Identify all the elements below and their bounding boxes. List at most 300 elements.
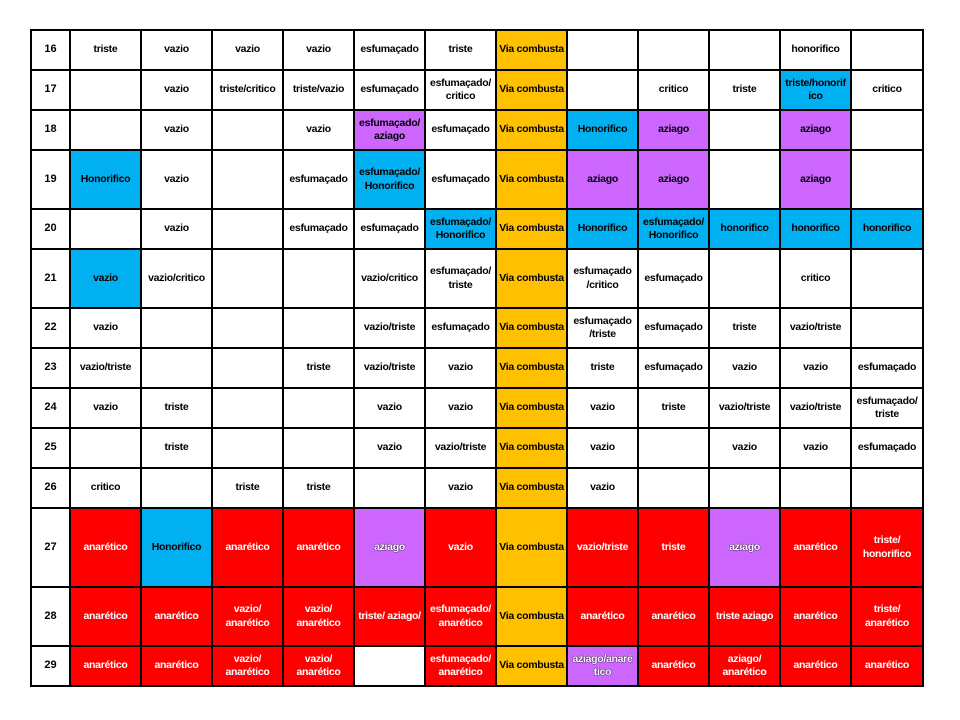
cell-label: honorifico (791, 222, 840, 235)
table-cell (567, 646, 638, 686)
cell-label: vazio/triste (363, 361, 416, 374)
table-cell (212, 508, 283, 587)
table-cell (851, 308, 923, 348)
cell-label: vazio/triste (363, 321, 416, 334)
row-day-number: 19 (31, 150, 70, 209)
cell-label: esfumaçado (431, 321, 490, 334)
table-cell (141, 388, 212, 428)
table-cell (851, 508, 923, 587)
cell-label: vazio/triste (789, 401, 842, 414)
cell-label: vazio (306, 43, 331, 56)
table-cell (425, 308, 496, 348)
cell-label: aziago (800, 123, 831, 136)
cell-label: vazio/triste (434, 441, 487, 454)
table-cell (496, 348, 567, 388)
table-row (31, 110, 923, 150)
table-cell (141, 646, 212, 686)
cell-label: esfumaçado/ triste (856, 394, 918, 420)
table-cell (709, 30, 780, 70)
cell-label: vazio (164, 123, 189, 136)
table-cell (780, 468, 851, 508)
table-cell (496, 110, 567, 150)
table-cell (709, 646, 780, 686)
cell-label: triste (235, 481, 260, 494)
cell-label: vazio (93, 321, 118, 334)
table-cell (212, 348, 283, 388)
cell-label: aziago (800, 172, 831, 185)
table-cell (425, 30, 496, 70)
cell-label: vazio/ anarético (296, 603, 341, 629)
cell-label: triste (93, 43, 118, 56)
table-cell (496, 209, 567, 249)
table-cell (851, 150, 923, 209)
cell-label: vazio/ anarético (225, 652, 270, 678)
table-cell (425, 209, 496, 249)
table-cell (212, 30, 283, 70)
cell-label: triste (164, 401, 189, 414)
table-row (31, 508, 923, 587)
table-cell (496, 249, 567, 308)
cell-label: esfumaçado (289, 222, 348, 235)
table-cell (70, 508, 141, 587)
table-cell (354, 70, 425, 110)
table-cell (425, 587, 496, 646)
table-cell (638, 348, 709, 388)
table-cell (780, 70, 851, 110)
cell-label: critico (872, 83, 902, 96)
table-cell (709, 249, 780, 308)
cell-label: triste/honorif ico (785, 76, 846, 102)
table-cell (283, 209, 354, 249)
table-cell (851, 587, 923, 646)
table-cell (709, 209, 780, 249)
row-day-number: 18 (31, 110, 70, 150)
table-cell (283, 110, 354, 150)
cell-label: esfumaçado (644, 271, 703, 284)
cell-label: Via combusta (499, 83, 564, 96)
cell-label: honorifico (862, 222, 912, 235)
table-cell (141, 150, 212, 209)
cell-label: anarético (793, 540, 838, 553)
cell-label: Via combusta (499, 271, 564, 284)
table-cell (496, 150, 567, 209)
table-cell (496, 587, 567, 646)
cell-label: aziago/ anarético (722, 652, 767, 678)
table-cell (638, 388, 709, 428)
table-cell (283, 70, 354, 110)
cell-label: aziago (658, 123, 689, 136)
cell-label: vazio/triste (576, 540, 629, 553)
day-quality-table (30, 29, 924, 687)
cell-label: vazio (377, 401, 402, 414)
table-cell (567, 209, 638, 249)
cell-label: Via combusta (499, 540, 564, 553)
table-cell (851, 428, 923, 468)
table-cell (70, 209, 141, 249)
table-cell (709, 110, 780, 150)
table-cell (780, 646, 851, 686)
table-cell (283, 30, 354, 70)
table-cell (283, 249, 354, 308)
cell-label: esfumaçado/ aziago (359, 116, 420, 142)
table-row (31, 388, 923, 428)
table-cell (283, 428, 354, 468)
table-cell (354, 428, 425, 468)
cell-label: critico (658, 83, 689, 96)
table-row (31, 209, 923, 249)
table-cell (212, 388, 283, 428)
table-cell (496, 428, 567, 468)
table-cell (354, 150, 425, 209)
cell-label: anarético (83, 659, 128, 672)
table-cell (354, 348, 425, 388)
table-cell (780, 110, 851, 150)
cell-label: anarético (865, 659, 909, 672)
table-cell (212, 308, 283, 348)
table-cell (496, 508, 567, 587)
cell-label: esfumaçado (857, 441, 917, 454)
table-cell (354, 249, 425, 308)
cell-label: Via combusta (499, 43, 564, 56)
cell-label: anarético (793, 659, 838, 672)
row-day-number: 27 (31, 508, 70, 587)
table-cell (780, 508, 851, 587)
table-cell (425, 388, 496, 428)
table-cell (780, 587, 851, 646)
cell-label: esfumaçado (360, 43, 419, 56)
cell-label: vazio (306, 123, 331, 136)
table-cell (851, 468, 923, 508)
cell-label: vazio (590, 481, 615, 494)
table-cell (496, 646, 567, 686)
cell-label: esfumaçado (644, 321, 703, 334)
table-cell (709, 348, 780, 388)
table-cell (70, 150, 141, 209)
table-cell (567, 30, 638, 70)
cell-label: esfumaçado (857, 361, 917, 374)
row-day-number: 28 (31, 587, 70, 646)
table-cell (141, 587, 212, 646)
cell-label: triste (732, 83, 757, 96)
table-cell (212, 587, 283, 646)
row-day-number: 25 (31, 428, 70, 468)
table-cell (70, 249, 141, 308)
table-cell (567, 388, 638, 428)
cell-label: vazio (164, 222, 189, 235)
table-cell (212, 110, 283, 150)
table-cell (638, 70, 709, 110)
table-cell (354, 646, 425, 686)
cell-label: honorifico (720, 222, 769, 235)
table-cell (70, 70, 141, 110)
cell-label: triste (590, 361, 615, 374)
table-cell (70, 30, 141, 70)
table-cell (70, 646, 141, 686)
table-cell (354, 308, 425, 348)
table-cell (212, 209, 283, 249)
table-cell (141, 249, 212, 308)
cell-label: vazio/ anarético (296, 652, 341, 678)
table-cell (283, 468, 354, 508)
table-row (31, 308, 923, 348)
cell-label: esfumaçado/ anarético (430, 603, 491, 629)
cell-label: esfumaçado (644, 361, 703, 374)
table-cell (496, 388, 567, 428)
table-cell (709, 428, 780, 468)
cell-label: vazio (732, 361, 757, 374)
cell-label: triste (164, 441, 189, 454)
table-cell (70, 110, 141, 150)
table-cell (638, 30, 709, 70)
cell-label: esfumaçado/ Honorifico (430, 215, 491, 241)
table-cell (709, 388, 780, 428)
table-cell (780, 428, 851, 468)
cell-label: esfumaçado /triste (573, 314, 632, 340)
cell-label: aziago (374, 540, 405, 553)
cell-label: triste/ aziago/ (358, 609, 421, 622)
table-cell (567, 587, 638, 646)
cell-label: Honorifico (80, 172, 131, 185)
cell-label: vazio (448, 540, 473, 553)
table-cell (70, 308, 141, 348)
table-cell (851, 209, 923, 249)
cell-label: Via combusta (499, 481, 564, 494)
cell-label: esfumaçado (360, 83, 419, 96)
row-day-number: 22 (31, 308, 70, 348)
table-cell (283, 587, 354, 646)
cell-label: Via combusta (499, 659, 564, 672)
table-cell (851, 388, 923, 428)
cell-label: esfumaçado/ critico (430, 76, 491, 102)
table-cell (851, 70, 923, 110)
cell-label: vazio/triste (789, 321, 842, 334)
table-cell (70, 468, 141, 508)
cell-label: vazio (93, 401, 118, 414)
cell-label: triste/ anarético (865, 603, 909, 629)
cell-label: vazio/ anarético (225, 603, 270, 629)
table-cell (425, 110, 496, 150)
table-cell (496, 30, 567, 70)
cell-label: esfumaçado (289, 172, 348, 185)
cell-label: anarético (651, 659, 696, 672)
cell-label: esfumaçado/ Honorifico (359, 166, 420, 192)
cell-label: esfumaçado/ triste (430, 265, 491, 291)
table-cell (70, 348, 141, 388)
cell-label: vazio (164, 43, 189, 56)
table-cell (638, 428, 709, 468)
table-cell (638, 646, 709, 686)
cell-label: vazio/critico (148, 271, 205, 284)
row-day-number: 23 (31, 348, 70, 388)
row-day-number: 20 (31, 209, 70, 249)
cell-label: Via combusta (499, 123, 564, 136)
table-body (31, 30, 923, 686)
row-day-number: 26 (31, 468, 70, 508)
table-cell (709, 508, 780, 587)
cell-label: esfumaçado/ Honorifico (643, 215, 704, 241)
table-cell (567, 428, 638, 468)
table-cell (354, 209, 425, 249)
table-cell (638, 249, 709, 308)
table-cell (283, 508, 354, 587)
cell-label: vazio/triste (79, 361, 132, 374)
cell-label: aziago (587, 172, 618, 185)
table-cell (851, 646, 923, 686)
table-cell (780, 348, 851, 388)
cell-label: Honorifico (151, 540, 202, 553)
cell-label: esfumaçado (360, 222, 419, 235)
cell-label: Via combusta (499, 222, 564, 235)
table-cell (212, 150, 283, 209)
cell-label: vazio (235, 43, 260, 56)
cell-label: triste/critico (219, 83, 276, 96)
cell-label: esfumaçado/ anarético (430, 652, 491, 678)
table-cell (709, 468, 780, 508)
table-cell (141, 308, 212, 348)
cell-label: Via combusta (499, 172, 564, 185)
table-cell (212, 249, 283, 308)
table-row (31, 428, 923, 468)
cell-label: anarético (651, 609, 696, 622)
row-day-number: 21 (31, 249, 70, 308)
cell-label: anarético (225, 540, 270, 553)
table-cell (567, 110, 638, 150)
cell-label: triste (661, 540, 686, 553)
cell-label: triste (732, 321, 757, 334)
cell-label: honorifico (791, 43, 840, 56)
table-cell (141, 428, 212, 468)
table-cell (709, 587, 780, 646)
table-cell (354, 110, 425, 150)
table-cell (851, 30, 923, 70)
cell-label: anarético (793, 609, 838, 622)
cell-label: triste/ honorifico (862, 534, 912, 560)
table-cell (354, 508, 425, 587)
table-cell (567, 308, 638, 348)
cell-label: Via combusta (499, 401, 564, 414)
table-cell (709, 308, 780, 348)
table-cell (354, 30, 425, 70)
table-cell (780, 388, 851, 428)
table-cell (70, 428, 141, 468)
table-cell (212, 70, 283, 110)
cell-label: anarético (580, 609, 625, 622)
cell-label: vazio (377, 441, 402, 454)
table-cell (851, 110, 923, 150)
table-cell (425, 508, 496, 587)
table-row (31, 587, 923, 646)
table-cell (425, 150, 496, 209)
table-cell (638, 209, 709, 249)
cell-label: Via combusta (499, 321, 564, 334)
cell-label: anarético (83, 609, 128, 622)
table-cell (425, 468, 496, 508)
table-cell (638, 468, 709, 508)
table-cell (780, 249, 851, 308)
cell-label: vazio (803, 361, 828, 374)
table-cell (780, 209, 851, 249)
table-cell (425, 249, 496, 308)
table-cell (212, 468, 283, 508)
cell-label: esfumaçado (431, 123, 490, 136)
cell-label: triste (306, 481, 331, 494)
table-cell (567, 348, 638, 388)
table-cell (496, 308, 567, 348)
table-cell (638, 150, 709, 209)
table-cell (567, 508, 638, 587)
table-cell (141, 209, 212, 249)
cell-label: anarético (296, 540, 341, 553)
cell-label: anarético (154, 609, 199, 622)
table-cell (283, 388, 354, 428)
row-day-number: 29 (31, 646, 70, 686)
table-cell (283, 150, 354, 209)
table-cell (425, 428, 496, 468)
table-cell (141, 468, 212, 508)
table-cell (141, 508, 212, 587)
cell-label: Via combusta (499, 361, 564, 374)
table-row (31, 249, 923, 308)
cell-label: triste/vazio (292, 83, 345, 96)
table-cell (212, 646, 283, 686)
table-cell (567, 70, 638, 110)
cell-label: vazio/critico (361, 271, 418, 284)
cell-label: Honorifico (577, 222, 628, 235)
cell-label: vazio (590, 441, 615, 454)
table-cell (283, 348, 354, 388)
table-cell (354, 468, 425, 508)
table-cell (780, 308, 851, 348)
table-cell (141, 30, 212, 70)
cell-label: vazio/triste (718, 401, 771, 414)
cell-label: vazio (164, 172, 189, 185)
table-cell (141, 110, 212, 150)
table-row (31, 646, 923, 686)
table-cell (638, 587, 709, 646)
table-cell (425, 646, 496, 686)
table-cell (354, 587, 425, 646)
cell-label: aziago (729, 540, 760, 553)
cell-label: esfumaçado /critico (573, 265, 632, 291)
table-cell (496, 70, 567, 110)
cell-label: vazio (732, 441, 757, 454)
cell-label: critico (800, 271, 831, 284)
cell-label: esfumaçado (431, 172, 490, 185)
table-cell (496, 468, 567, 508)
cell-label: vazio (448, 361, 473, 374)
table-cell (425, 348, 496, 388)
cell-label: anarético (83, 540, 128, 553)
cell-label: triste (661, 401, 686, 414)
table-cell (638, 308, 709, 348)
table-row (31, 348, 923, 388)
cell-label: vazio (164, 83, 189, 96)
table-cell (70, 587, 141, 646)
table-cell (709, 150, 780, 209)
table-cell (212, 428, 283, 468)
table-cell (567, 249, 638, 308)
table-cell (851, 348, 923, 388)
cell-label: triste (448, 43, 473, 56)
table-cell (283, 646, 354, 686)
table-row (31, 150, 923, 209)
cell-label: aziago/anaré tico (572, 652, 633, 678)
table-cell (354, 388, 425, 428)
cell-label: critico (90, 481, 121, 494)
cell-label: vazio (448, 481, 473, 494)
table-cell (780, 30, 851, 70)
table-cell (141, 70, 212, 110)
